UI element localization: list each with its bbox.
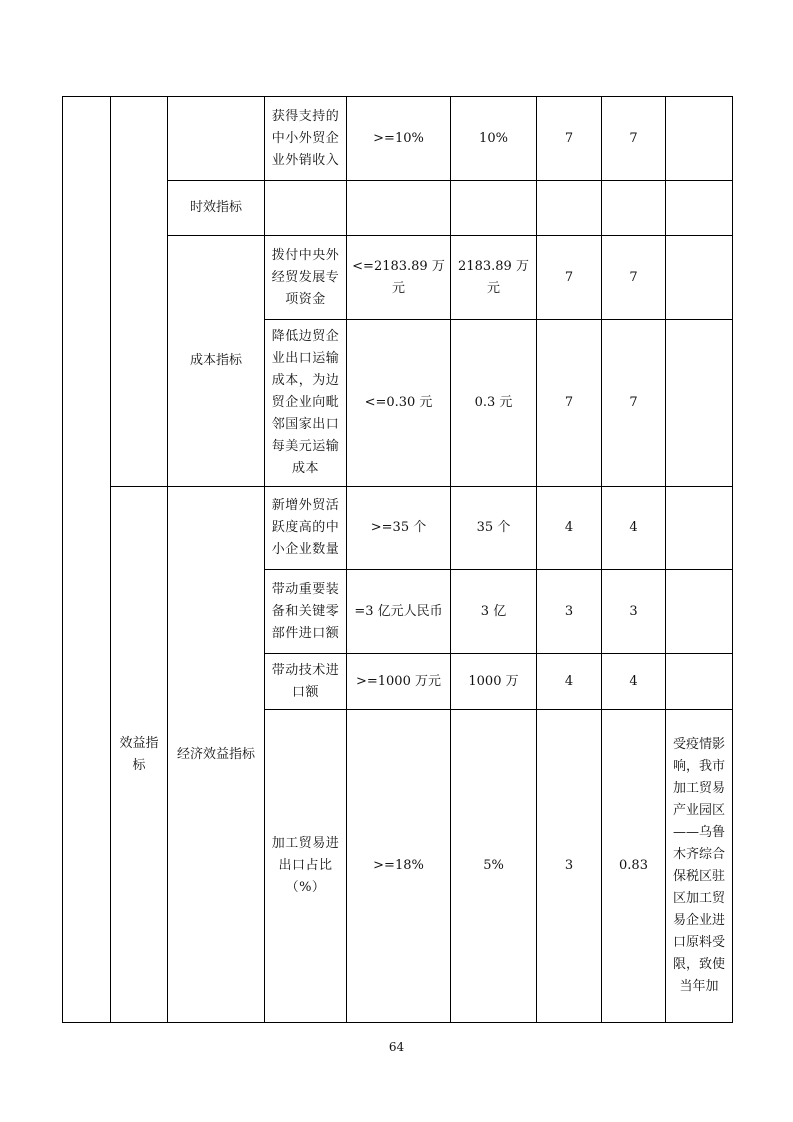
- earned-score: 7: [602, 97, 666, 181]
- indicator-name: 新增外贸活跃度高的中小企业数量: [265, 487, 347, 570]
- note-cell: [666, 236, 733, 320]
- indicator-name: 带动技术进口额: [265, 654, 347, 710]
- actual-value: 1000 万: [451, 654, 537, 710]
- note-cell: [666, 320, 733, 487]
- page-number: 64: [388, 1040, 405, 1054]
- indicator-name: 带动重要装备和关键零部件进口额: [265, 570, 347, 654]
- second-level-cell: [111, 97, 168, 487]
- note-cell: [666, 181, 733, 236]
- third-level-cell: [168, 97, 265, 181]
- earned-score: [602, 181, 666, 236]
- target-value: >=18%: [347, 710, 451, 1023]
- note-cell: [666, 487, 733, 570]
- target-value: >=1000 万元: [347, 654, 451, 710]
- target-value: >=10%: [347, 97, 451, 181]
- actual-value: [451, 181, 537, 236]
- actual-value: 2183.89 万元: [451, 236, 537, 320]
- actual-value: 35 个: [451, 487, 537, 570]
- target-value: =3 亿元人民币: [347, 570, 451, 654]
- indicator-name: [265, 181, 347, 236]
- earned-score: 7: [602, 236, 666, 320]
- earned-score: 4: [602, 654, 666, 710]
- benefit-indicator-cell: 效益指标: [111, 487, 168, 1023]
- earned-score: 0.83: [602, 710, 666, 1023]
- target-value: [347, 181, 451, 236]
- indicator-name: 获得支持的中小外贸企业外销收入: [265, 97, 347, 181]
- target-value: <=2183.89 万元: [347, 236, 451, 320]
- note-cell: [666, 654, 733, 710]
- indicator-name: 降低边贸企业出口运输成本，为边贸企业向毗邻国家出口每美元运输成本: [265, 320, 347, 487]
- first-level-cell: [63, 97, 111, 1023]
- third-level-cell: 时效指标: [168, 181, 265, 236]
- weight-score: 7: [537, 236, 602, 320]
- earned-score: 4: [602, 487, 666, 570]
- table-row: [63, 487, 733, 570]
- actual-value: 10%: [451, 97, 537, 181]
- earned-score: 3: [602, 570, 666, 654]
- weight-score: 7: [537, 320, 602, 487]
- weight-score: 3: [537, 570, 602, 654]
- actual-value: 3 亿: [451, 570, 537, 654]
- target-value: <=0.30 元: [347, 320, 451, 487]
- weight-score: 3: [537, 710, 602, 1023]
- note-cell: [666, 97, 733, 181]
- performance-table: [62, 96, 733, 1023]
- table-row: [63, 97, 733, 181]
- note-cell: [666, 570, 733, 654]
- indicator-name: 加工贸易进出口占比（%）: [265, 710, 347, 1023]
- earned-score: 7: [602, 320, 666, 487]
- weight-score: [537, 181, 602, 236]
- weight-score: 4: [537, 654, 602, 710]
- economic-benefit-indicator-cell: 经济效益指标: [168, 487, 265, 1023]
- weight-score: 4: [537, 487, 602, 570]
- weight-score: 7: [537, 97, 602, 181]
- cost-indicator-cell: 成本指标: [168, 236, 265, 487]
- actual-value: 0.3 元: [451, 320, 537, 487]
- actual-value: 5%: [451, 710, 537, 1023]
- indicator-name: 拨付中央外经贸发展专项资金: [265, 236, 347, 320]
- target-value: >=35 个: [347, 487, 451, 570]
- note-cell: 受疫情影响，我市加工贸易产业园区——乌鲁木齐综合保税区驻区加工贸易企业进口原料受限，致使当年加: [666, 710, 733, 1023]
